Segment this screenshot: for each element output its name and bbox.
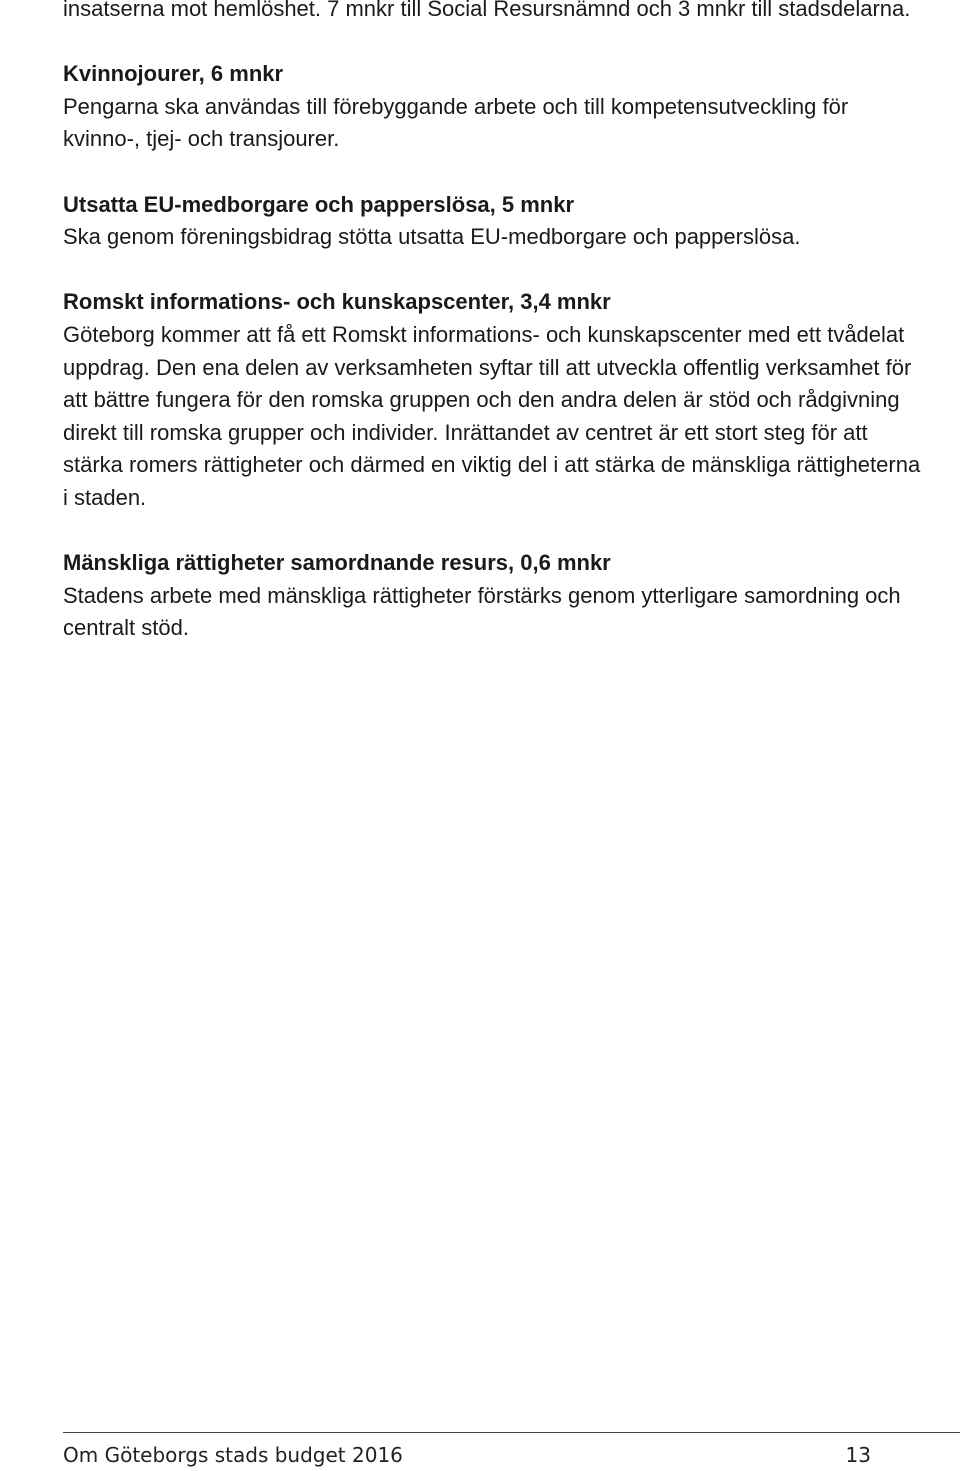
section-eu-medborgare: [63, 189, 923, 254]
document-body: [63, 0, 923, 677]
section-body: Stadens arbete med mänskliga rättigheter förstärks genom ytterligare samordning och centralt stöd.: [63, 582, 901, 641]
section-manskliga-rattigheter: [63, 547, 923, 645]
page-footer: [63, 1443, 871, 1467]
intro-paragraph: [63, 0, 923, 26]
page-number: 13: [845, 1443, 871, 1467]
section-heading: Mänskliga rättigheter samordnande resurs, 0,6 mnkr: [63, 550, 611, 576]
section-body: Ska genom föreningsbidrag stötta utsatta EU-medborgare och papperslösa.: [63, 224, 801, 250]
section-body: Göteborg kommer att få ett Romskt informations- och kunskapscenter med ett tvådelat uppdrag. Den ena delen av verksamheten syftar till att utveckla offentlig verksamhet för att bättre fungera för den romska gruppen och den andra delen är stöd och rådgivning direkt till romska grupper och individer. Inrättandet av centret är ett stort steg för att stärka romers rättigheter och därmed en viktig del i att stärka de mänskliga rättigheterna i staden.: [63, 321, 921, 510]
section-romskt-center: [63, 286, 923, 514]
footer-divider: [63, 1432, 960, 1433]
section-heading: Utsatta EU-medborgare och papperslösa, 5 mnkr: [63, 191, 575, 217]
section-kvinnojourer: [63, 58, 923, 156]
intro-text: insatserna mot hemlöshet. 7 mnkr till Social Resursnämnd och 3 mnkr till stadsdelarna.: [63, 0, 911, 21]
section-body: Pengarna ska användas till förebyggande arbete och till kompetensutveckling för kvinno-, tjej- och transjourer.: [63, 93, 849, 152]
section-heading: Kvinnojourer, 6 mnkr: [63, 61, 284, 87]
section-heading: Romskt informations- och kunskapscenter, 3,4 mnkr: [63, 289, 611, 315]
footer-title: Om Göteborgs stads budget 2016: [63, 1443, 403, 1467]
